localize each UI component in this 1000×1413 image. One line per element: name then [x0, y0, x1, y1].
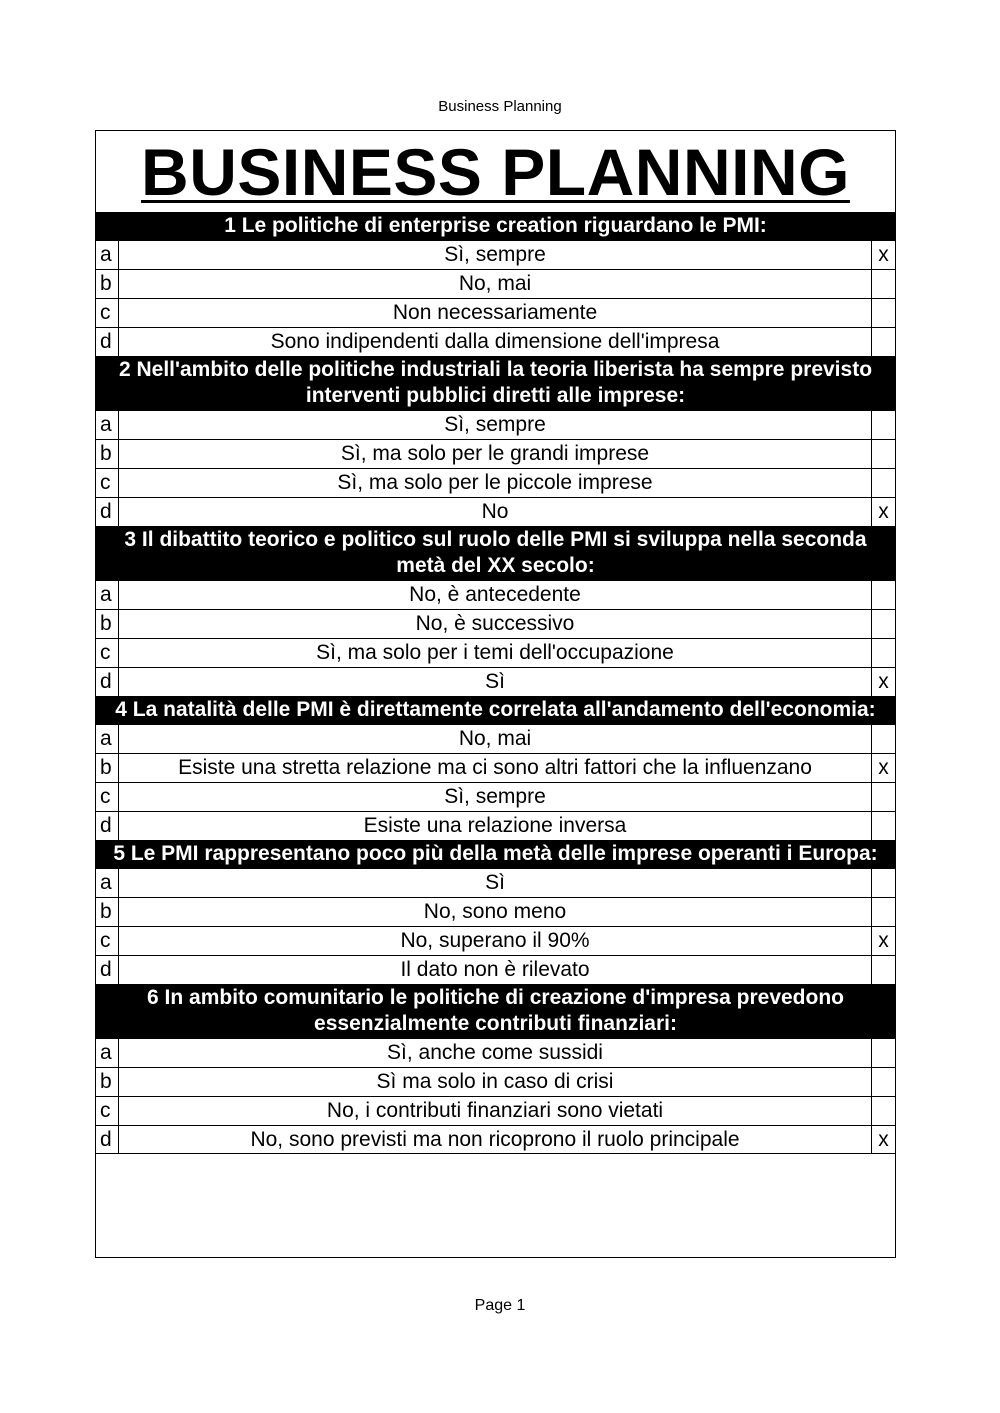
- answer-mark: x: [871, 927, 895, 955]
- answer-letter: b: [96, 754, 119, 782]
- question-block: [96, 840, 895, 984]
- question-text: 4 La natalità delle PMI è direttamente correlata all'andamento dell'economia:: [96, 696, 895, 724]
- answer-text: No, è antecedente: [409, 583, 581, 606]
- answer-letter: d: [96, 812, 119, 840]
- answer-row: [96, 1038, 895, 1067]
- answer-letter: b: [96, 898, 119, 926]
- answer-letter: d: [96, 668, 119, 696]
- answer-row: [96, 240, 895, 269]
- answer-letter: d: [96, 328, 119, 356]
- answer-row: [96, 497, 895, 526]
- answer-mark: [871, 610, 895, 638]
- answer-mark: [871, 783, 895, 811]
- answer-text: Esiste una stretta relazione ma ci sono altri fattori che la influenzano: [178, 756, 812, 779]
- document-title: [96, 131, 895, 212]
- answer-row: [96, 782, 895, 811]
- answer-letter: c: [96, 783, 119, 811]
- page-footer: Page 1: [474, 1297, 526, 1314]
- question-text: 1 Le politiche di enterprise creation riguardano le PMI:: [96, 212, 895, 240]
- answer-row: [96, 897, 895, 926]
- answer-mark: x: [871, 1126, 895, 1153]
- answer-letter: a: [96, 411, 119, 439]
- answer-mark: x: [871, 668, 895, 696]
- answer-text: Sì, sempre: [444, 413, 546, 436]
- answer-text: Sì: [485, 871, 505, 894]
- answer-row: [96, 753, 895, 782]
- answer-text: Sì: [485, 670, 505, 693]
- answer-row: [96, 609, 895, 638]
- question-block: [96, 696, 895, 840]
- answer-text: Non necessariamente: [392, 301, 598, 324]
- answer-row: [96, 926, 895, 955]
- answer-mark: [871, 869, 895, 897]
- answer-text: No, sono meno: [423, 900, 567, 923]
- answer-letter: a: [96, 1039, 119, 1067]
- answer-text: Sì, sempre: [444, 243, 546, 266]
- answer-text: No, è successivo: [415, 612, 575, 635]
- answer-text: Esiste una relazione inversa: [363, 814, 627, 837]
- answer-mark: [871, 440, 895, 468]
- question-list: [96, 212, 895, 1154]
- answer-mark: [871, 270, 895, 298]
- answer-row: [96, 811, 895, 840]
- answer-letter: c: [96, 639, 119, 667]
- answer-mark: x: [871, 754, 895, 782]
- question-text: 6 In ambito comunitario le politiche di creazione d'impresa prevedono essenzialmente contributi finanziari:: [96, 984, 895, 1038]
- answer-letter: a: [96, 241, 119, 269]
- answer-row: [96, 410, 895, 439]
- answer-mark: [871, 299, 895, 327]
- answer-mark: [871, 956, 895, 984]
- answer-mark: [871, 898, 895, 926]
- answer-mark: [871, 725, 895, 753]
- answer-row: [96, 955, 895, 984]
- answer-letter: a: [96, 869, 119, 897]
- answer-row: [96, 580, 895, 609]
- question-text: 3 Il dibattito teorico e politico sul ruolo delle PMI si sviluppa nella seconda metà del XX secolo:: [96, 526, 895, 580]
- page-header: Business Planning: [438, 98, 562, 115]
- question-text: 5 Le PMI rappresentano poco più della metà delle imprese operanti i Europa:: [96, 840, 895, 868]
- answer-text: No, mai: [458, 272, 532, 295]
- answer-letter: d: [96, 1126, 119, 1153]
- answer-mark: [871, 812, 895, 840]
- answer-row: [96, 468, 895, 497]
- answer-letter: a: [96, 725, 119, 753]
- answer-mark: [871, 581, 895, 609]
- answer-mark: [871, 411, 895, 439]
- answer-letter: c: [96, 469, 119, 497]
- answer-row: [96, 269, 895, 298]
- answer-mark: [871, 639, 895, 667]
- answer-mark: [871, 328, 895, 356]
- answer-row: [96, 1067, 895, 1096]
- answer-text: Sì, ma solo per le grandi imprese: [340, 442, 650, 465]
- answer-row: [96, 868, 895, 897]
- answer-row: [96, 439, 895, 468]
- answer-text: Sì, anche come sussidi: [387, 1041, 603, 1064]
- answer-text: No, mai: [458, 727, 532, 750]
- answer-mark: x: [871, 498, 895, 526]
- answer-mark: [871, 469, 895, 497]
- answer-letter: b: [96, 440, 119, 468]
- answer-text: No, superano il 90%: [400, 929, 590, 952]
- answer-row: [96, 638, 895, 667]
- answer-letter: c: [96, 927, 119, 955]
- answer-letter: d: [96, 956, 119, 984]
- answer-letter: a: [96, 581, 119, 609]
- answer-letter: c: [96, 1097, 119, 1125]
- answer-row: [96, 327, 895, 356]
- answer-text: Sono indipendenti dalla dimensione dell'impresa: [270, 330, 720, 353]
- question-block: [96, 212, 895, 356]
- answer-mark: x: [871, 241, 895, 269]
- question-text: 2 Nell'ambito delle politiche industriali la teoria liberista ha sempre previsto interventi pubblici diretti alle imprese:: [96, 356, 895, 410]
- answer-row: [96, 724, 895, 753]
- document-title-text: BUSINESS PLANNING: [141, 134, 850, 209]
- answer-mark: [871, 1068, 895, 1096]
- answer-letter: c: [96, 299, 119, 327]
- answer-row: [96, 1096, 895, 1125]
- question-block: [96, 526, 895, 696]
- answer-row: [96, 1125, 895, 1154]
- answer-letter: b: [96, 610, 119, 638]
- answer-letter: d: [96, 498, 119, 526]
- answer-row: [96, 667, 895, 696]
- answer-text: No, sono previsti ma non ricoprono il ruolo principale: [250, 1128, 740, 1151]
- answer-text: Il dato non è rilevato: [400, 958, 590, 981]
- answer-mark: [871, 1097, 895, 1125]
- question-block: [96, 356, 895, 526]
- answer-text: Sì, ma solo per i temi dell'occupazione: [316, 641, 674, 664]
- answer-row: [96, 298, 895, 327]
- quiz-sheet: [95, 130, 896, 1258]
- answer-letter: b: [96, 270, 119, 298]
- answer-mark: [871, 1039, 895, 1067]
- answer-text: Sì, sempre: [444, 785, 546, 808]
- answer-text: Sì, ma solo per le piccole imprese: [337, 471, 653, 494]
- answer-text: No, i contributi finanziari sono vietati: [326, 1099, 664, 1122]
- answer-text: No: [481, 500, 509, 523]
- answer-letter: b: [96, 1068, 119, 1096]
- question-block: [96, 984, 895, 1154]
- answer-text: Sì ma solo in caso di crisi: [376, 1070, 614, 1093]
